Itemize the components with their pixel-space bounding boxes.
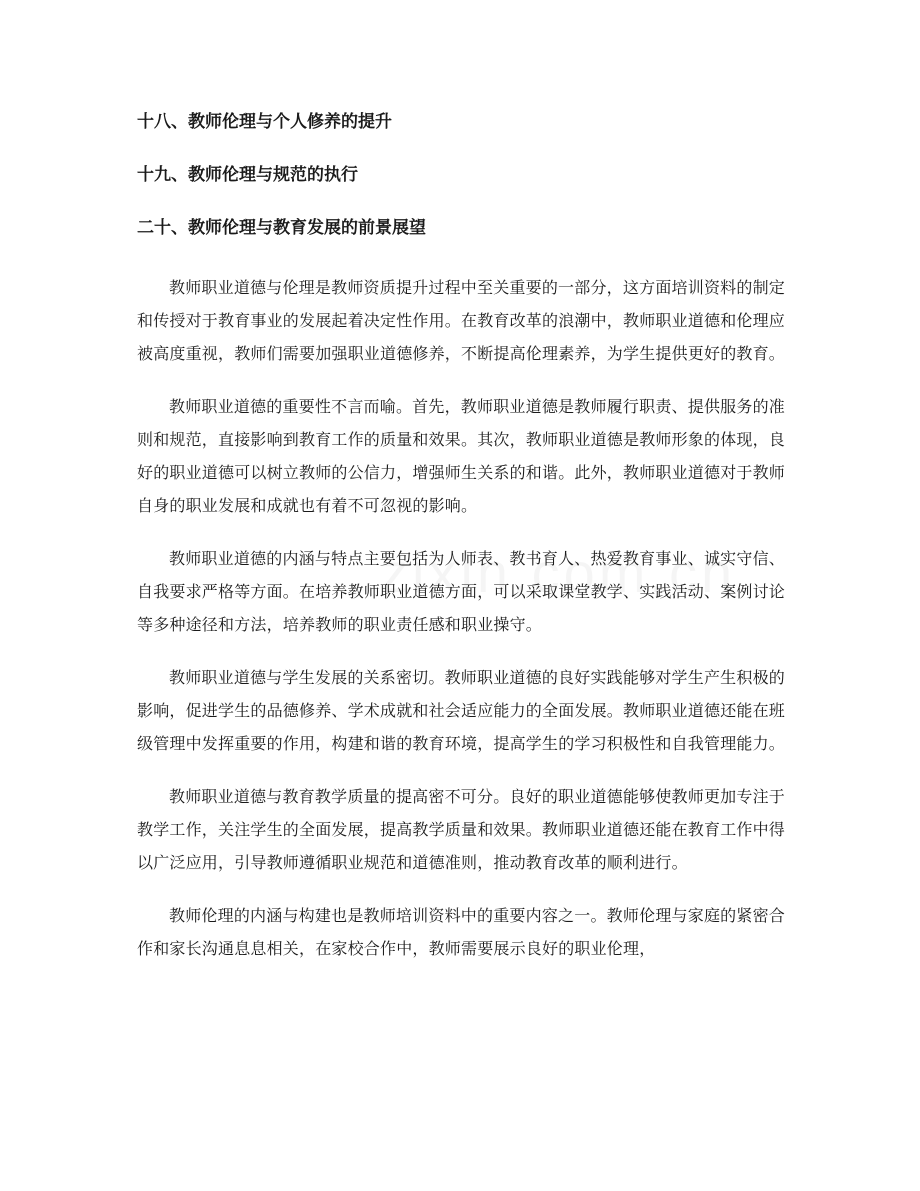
document-body: [137, 106, 785, 985]
paragraph-teaching-quality: 教师职业道德与教育教学质量的提高密不可分。良好的职业道德能够使教师更加专注于教学工作，关注学生的全面发展，提高教学质量和效果。教师职业道德还能在教育工作中得以广泛应用，引导教师遵循职业规范和道德准则，推动教育改革的顺利进行。: [137, 787, 786, 872]
section-heading-20: 二十、教师伦理与教育发展的前景展望: [137, 218, 426, 238]
paragraph-connotation: 教师职业道德的内涵与特点主要包括为人师表、教书育人、热爱教育事业、诚实守信、自我要求严格等方面。在培养教师职业道德方面，可以采取课堂教学、实践活动、案例讨论等多种途径和方法，培养教师的职业责任感和职业操守。: [137, 549, 786, 634]
paragraph-importance: 教师职业道德的重要性不言而喻。首先，教师职业道德是教师履行职责、提供服务的准则和规范，直接影响到教育工作的质量和效果。其次，教师职业道德是教师形象的体现，良好的职业道德可以树立教师的公信力，增强师生关系的和谐。此外，教师职业道德对于教师自身的职业发展和成就也有着不可忽视的影响。: [137, 397, 786, 515]
paragraph-student-development: 教师职业道德与学生发展的关系密切。教师职业道德的良好实践能够对学生产生积极的影响，促进学生的品德修养、学术成就和社会适应能力的全面发展。教师职业道德还能在班级管理中发挥重要的作用，构建和谐的教育环境，提高学生的学习积极性和自我管理能力。: [137, 668, 786, 753]
section-heading-18: 十八、教师伦理与个人修养的提升: [137, 112, 392, 132]
section-heading-19: 十九、教师伦理与规范的执行: [137, 165, 358, 185]
paragraph-intro: 教师职业道德与伦理是教师资质提升过程中至关重要的一部分，这方面培训资料的制定和传授对于教育事业的发展起着决定性作用。在教育改革的浪潮中，教师职业道德和伦理应被高度重视，教师们需要加强职业道德修养，不断提高伦理素养，为学生提供更好的教育。: [137, 278, 786, 363]
paragraph-ethics-construction: 教师伦理的内涵与构建也是教师培训资料中的重要内容之一。教师伦理与家庭的紧密合作和家长沟通息息相关，在家校合作中，教师需要展示良好的职业伦理，: [137, 906, 785, 958]
